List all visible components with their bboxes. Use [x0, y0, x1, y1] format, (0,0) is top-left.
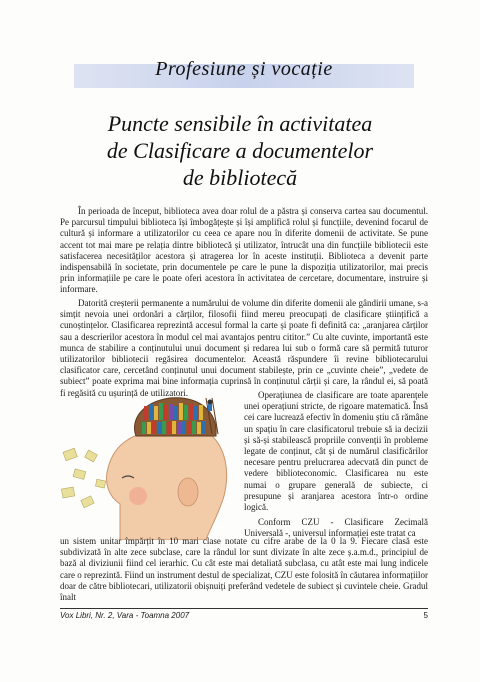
journal-citation: Vox Libri, Nr. 2, Vara - Toamna 2007 — [60, 611, 190, 620]
section-title: Profesiune și vocație — [155, 58, 333, 80]
article-title — [60, 110, 420, 191]
title-line: de Clasificare a documentelor — [106, 138, 374, 163]
paragraph: Operațiunea de clasificare are toate aparențele unei operațiuni stricte, de rigoare matematică. Însă cei care lucrează efectiv în domeniu știu că rămâne un spațiu în care clasificatorul trebuie să ia decizii și să-și stabilească propriile convenții în probleme legate de conținut, cât și de numărul clasificărilor necesare pentru prelucrarea adecvată din punct de vedere biblioteconomic. Clasificarea nu este numai o grupare generală de subiecte, ci presupune și aranjarea acestora într-o ordine logică. — [244, 390, 428, 513]
page-number: 5 — [423, 611, 428, 620]
paragraph: Conform CZU - Clasificare Zecimală Universală -, universul informației este tratat ca — [244, 517, 428, 539]
title-line: Puncte sensibile în activitatea — [107, 111, 373, 136]
paragraph: În perioada de început, biblioteca avea doar rolul de a păstra și conserva cartea sau documentul. Pe parcursul timpului biblioteca își îmbogățește și își amplifică rolul și funcțiile, devenind focarul de cultură și informare a utilizatorilor cu ceea ce apare nou în diferite domenii de activitate. Se pune accent tot mai mare pe relația dintre bibliotecă și utilizator, întrucât una din funcțiile bibliotecii este satisfacerea necesităților acestora și atragerea lor în aceste instituții. Biblioteca a devenit parte indispensabilă în societate, prin documentele pe care le pune la dispoziția utilizatorilor, mai precis prin informațiile pe care le poate oferi acestora în activitatea de cercetare, documentare, instruire și informare. — [60, 206, 428, 295]
page-footer — [60, 611, 428, 620]
paragraph: un sistem unitar împărțit în 10 mari clase notate cu cifre arabe de la 0 la 9. Fiecare clasă este subdivizată în alte zece subclase, care la rândul lor sunt divizate în alte zece ș.a.m.d., principiul de bază al diviziunii fiind cel ierarhic. Cu cât este mai detaliată subclasa, cu atât este mai lung indicele care o reprezintă. Fiind un instrument destul de specializat, CZU este folosită în căutarea informațiilor doar de către bibliotecari, utilizatorii obișnuiți preferând vedetele de subiect și cuvintele cheie. Gradul înalt — [60, 536, 428, 603]
wrapped-text-column — [244, 390, 428, 540]
footer-rule — [60, 608, 428, 609]
paragraph: Datorită creșterii permanente a numărului de volume din diferite domenii ale gândirii umane, s-a simțit nevoia unei ordonări a cărților, filosofii fiind mereu preocupați de clasificare științifică a cunoștințelor. Clasificarea reprezintă accesul formal la carte și poate fi definită ca: „aranjarea cărților sau a descrierilor acestora în modul cel mai avantajos pentru cititor.” Cu alte cuvinte, importantă este munca de stabilire a conținutului unui document și redarea lui sub o formă care să permită tuturor utilizatorilor bibliotecii regăsirea documentelor. Această răspundere îi revine bibliotecarului clasificator care, cercetând conținutul unui document stabilește, prin ce „cuvinte cheie”, „vedete de subiect” poate exprima mai bine informația cuprinsă în conținutul cărții și care, la rândul ei, să poată fi regăsită cu ușurință de utilizatori. — [60, 298, 428, 398]
title-line: de bibliotecă — [182, 165, 298, 190]
head-with-books-illustration — [60, 392, 236, 540]
